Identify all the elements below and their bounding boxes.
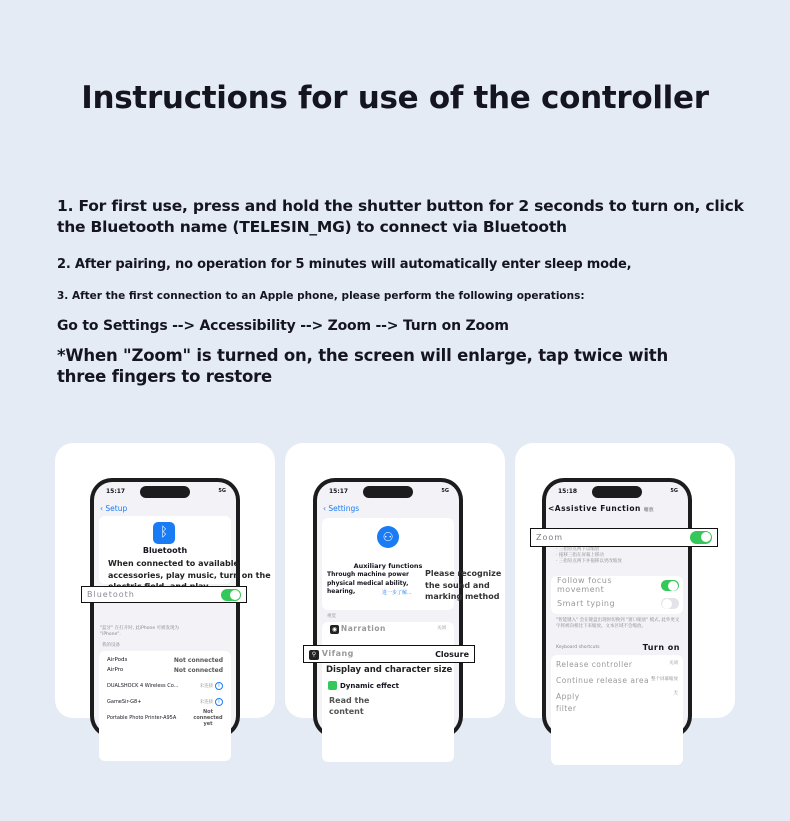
back-link[interactable] xyxy=(548,504,654,514)
step-1-text: 1. For first use, press and hold the shutter button for 2 seconds to turn on, click the Bluetooth name (TELESIN_MG) to connect via Bluetooth xyxy=(57,197,744,236)
zoom-label: Zoom xyxy=(536,533,564,542)
zoom-toggle[interactable] xyxy=(690,531,712,544)
device-name: Portable Photo Printer-A95A xyxy=(107,715,177,721)
step-5-note: *When "Zoom" is turned on, the screen will enlarge, tap twice with three fingers to restore xyxy=(57,346,669,386)
smart-typing-row[interactable] xyxy=(551,596,683,610)
read-content-label[interactable]: Read the content xyxy=(329,696,370,716)
release-controller-value: 关闭 xyxy=(669,661,678,666)
phone-frame xyxy=(90,478,240,738)
shortcuts-label: Keyboard shortcuts xyxy=(556,644,600,650)
controller-panel xyxy=(551,655,683,765)
narration-icon: ◉ xyxy=(331,626,338,633)
status-time: 15:18 xyxy=(558,488,578,495)
turn-on-value: Turn on xyxy=(642,643,680,652)
phone-frame xyxy=(542,478,692,738)
vision-list xyxy=(322,622,454,762)
accessibility-description: Through machine power physical medical ability, hearing, xyxy=(327,571,409,595)
zoom-description: · 三指轻点两下以缩放 · 拖移三指在屏幕上移动 · 三指轻点两下并拖移以更改缩放 xyxy=(556,547,622,564)
info-icon[interactable]: i xyxy=(215,682,223,690)
bluetooth-toggle[interactable] xyxy=(221,589,241,601)
device-status: Not connected xyxy=(173,666,223,674)
smart-typing-label: Smart typing xyxy=(557,598,616,608)
zoom-settings-card xyxy=(515,443,735,718)
back-link[interactable]: ‹ Setup xyxy=(100,504,128,513)
device-row[interactable] xyxy=(99,679,231,693)
vifang-label: Vifang xyxy=(321,648,354,658)
device-row[interactable] xyxy=(99,711,231,725)
accessibility-icon: ⚇ xyxy=(377,526,399,548)
apply-filter-label: Apply filter xyxy=(556,692,580,713)
back-label: <Assistive Function xyxy=(548,504,641,513)
zoom-row-callout[interactable] xyxy=(303,645,475,663)
device-list xyxy=(99,651,231,761)
device-name: AirPro xyxy=(107,667,124,673)
continue-release-label: Continue release area xyxy=(556,675,650,685)
status-bar xyxy=(329,488,449,495)
device-row[interactable] xyxy=(99,663,231,677)
magnifier-icon: ⚲ xyxy=(309,650,319,660)
device-status: Not connected xyxy=(173,656,223,664)
info-icon[interactable]: i xyxy=(215,698,223,706)
focus-panel xyxy=(551,576,683,614)
status-time: 15:17 xyxy=(106,488,126,495)
my-devices-header: 我的设备 xyxy=(102,643,120,648)
step-3-text: 3. After the first connection to an Apple phone, please perform the following operations: xyxy=(57,290,585,302)
bluetooth-toggle-callout[interactable] xyxy=(81,586,247,603)
dynamic-effect-label: Dynamic effect xyxy=(340,681,400,690)
device-name: DUALSHOCK 4 Wireless Co... xyxy=(107,683,179,689)
dynamic-effect-row[interactable] xyxy=(328,681,399,690)
vision-section-header: 视觉 xyxy=(327,614,336,619)
release-controller-label: Release controller xyxy=(556,659,633,669)
back-link[interactable]: ‹ Settings xyxy=(323,504,360,513)
bluetooth-note: "蓝牙" 在打开时, 此iPhone 可被发现为 xyxy=(100,626,180,631)
bluetooth-toggle-label: Bluetooth xyxy=(87,590,135,599)
nav-title: 缩放 xyxy=(643,508,654,513)
closure-value: Closure xyxy=(435,649,469,659)
device-row[interactable] xyxy=(99,695,231,709)
page-title: Instructions for use of the controller xyxy=(81,80,709,116)
status-time: 15:17 xyxy=(329,488,349,495)
narration-label: Narration xyxy=(340,624,386,633)
display-text-size-label[interactable]: Display and character size xyxy=(326,665,453,675)
status-signal: 5G xyxy=(441,488,449,494)
status-bar xyxy=(558,488,678,495)
bluetooth-description: When connected to available accessories, play music, turn on the xyxy=(108,559,271,580)
continue-release-row[interactable] xyxy=(551,673,683,687)
status-signal: 5G xyxy=(670,488,678,494)
back-label: Settings xyxy=(328,504,360,513)
narration-row[interactable] xyxy=(322,622,454,636)
device-name: AirPods xyxy=(107,657,128,663)
apply-filter-value: 无 xyxy=(673,691,678,696)
follow-focus-label: Follow focus movement xyxy=(557,576,612,594)
follow-focus-toggle[interactable] xyxy=(661,580,679,591)
recognition-overlay: Please recognize the sound and marking method xyxy=(425,569,502,601)
device-status: 未连接 xyxy=(199,700,214,705)
narration-value: 关闭 xyxy=(437,626,446,631)
bluetooth-card xyxy=(55,443,275,727)
phone-screen xyxy=(546,482,688,734)
bluetooth-note-2: "iPhone". xyxy=(100,632,121,637)
apply-filter-row[interactable] xyxy=(551,691,683,715)
learn-more-link[interactable]: 进一步了解... xyxy=(382,590,412,596)
continue-release-value: 整个屏幕缩放 xyxy=(651,677,678,682)
shortcuts-row[interactable] xyxy=(556,643,680,652)
step-2-text: 2. After pairing, no operation for 5 minutes will automatically enter sleep mode, xyxy=(57,257,632,272)
device-status: Not connected yet xyxy=(193,709,223,727)
smart-typing-toggle[interactable] xyxy=(661,598,679,609)
status-signal: 5G xyxy=(218,488,226,494)
device-status: 未连接 xyxy=(199,684,214,689)
bluetooth-icon: ᛒ xyxy=(153,522,175,544)
smart-typing-note: "智能键入" 会在键盘出现时切换到 "窗口缩放" 模式, 此外更文字将被向相比下来缩放。文本区域不会缩放。 xyxy=(556,618,680,629)
status-bar xyxy=(106,488,226,495)
back-label: Setup xyxy=(105,504,128,513)
dynamic-effect-icon xyxy=(328,681,337,690)
zoom-toggle-callout[interactable] xyxy=(530,528,718,547)
release-controller-row[interactable] xyxy=(551,657,683,671)
bluetooth-heading: Bluetooth xyxy=(142,546,188,555)
phone-screen xyxy=(94,482,236,734)
accessibility-card xyxy=(285,443,505,718)
step-4-text: Go to Settings --> Accessibility --> Zoom --> Turn on Zoom xyxy=(57,318,509,334)
accessibility-heading: Auxiliary functions xyxy=(353,562,423,570)
follow-focus-row[interactable] xyxy=(551,578,683,592)
device-name: GameSir-G8+ xyxy=(107,699,142,705)
